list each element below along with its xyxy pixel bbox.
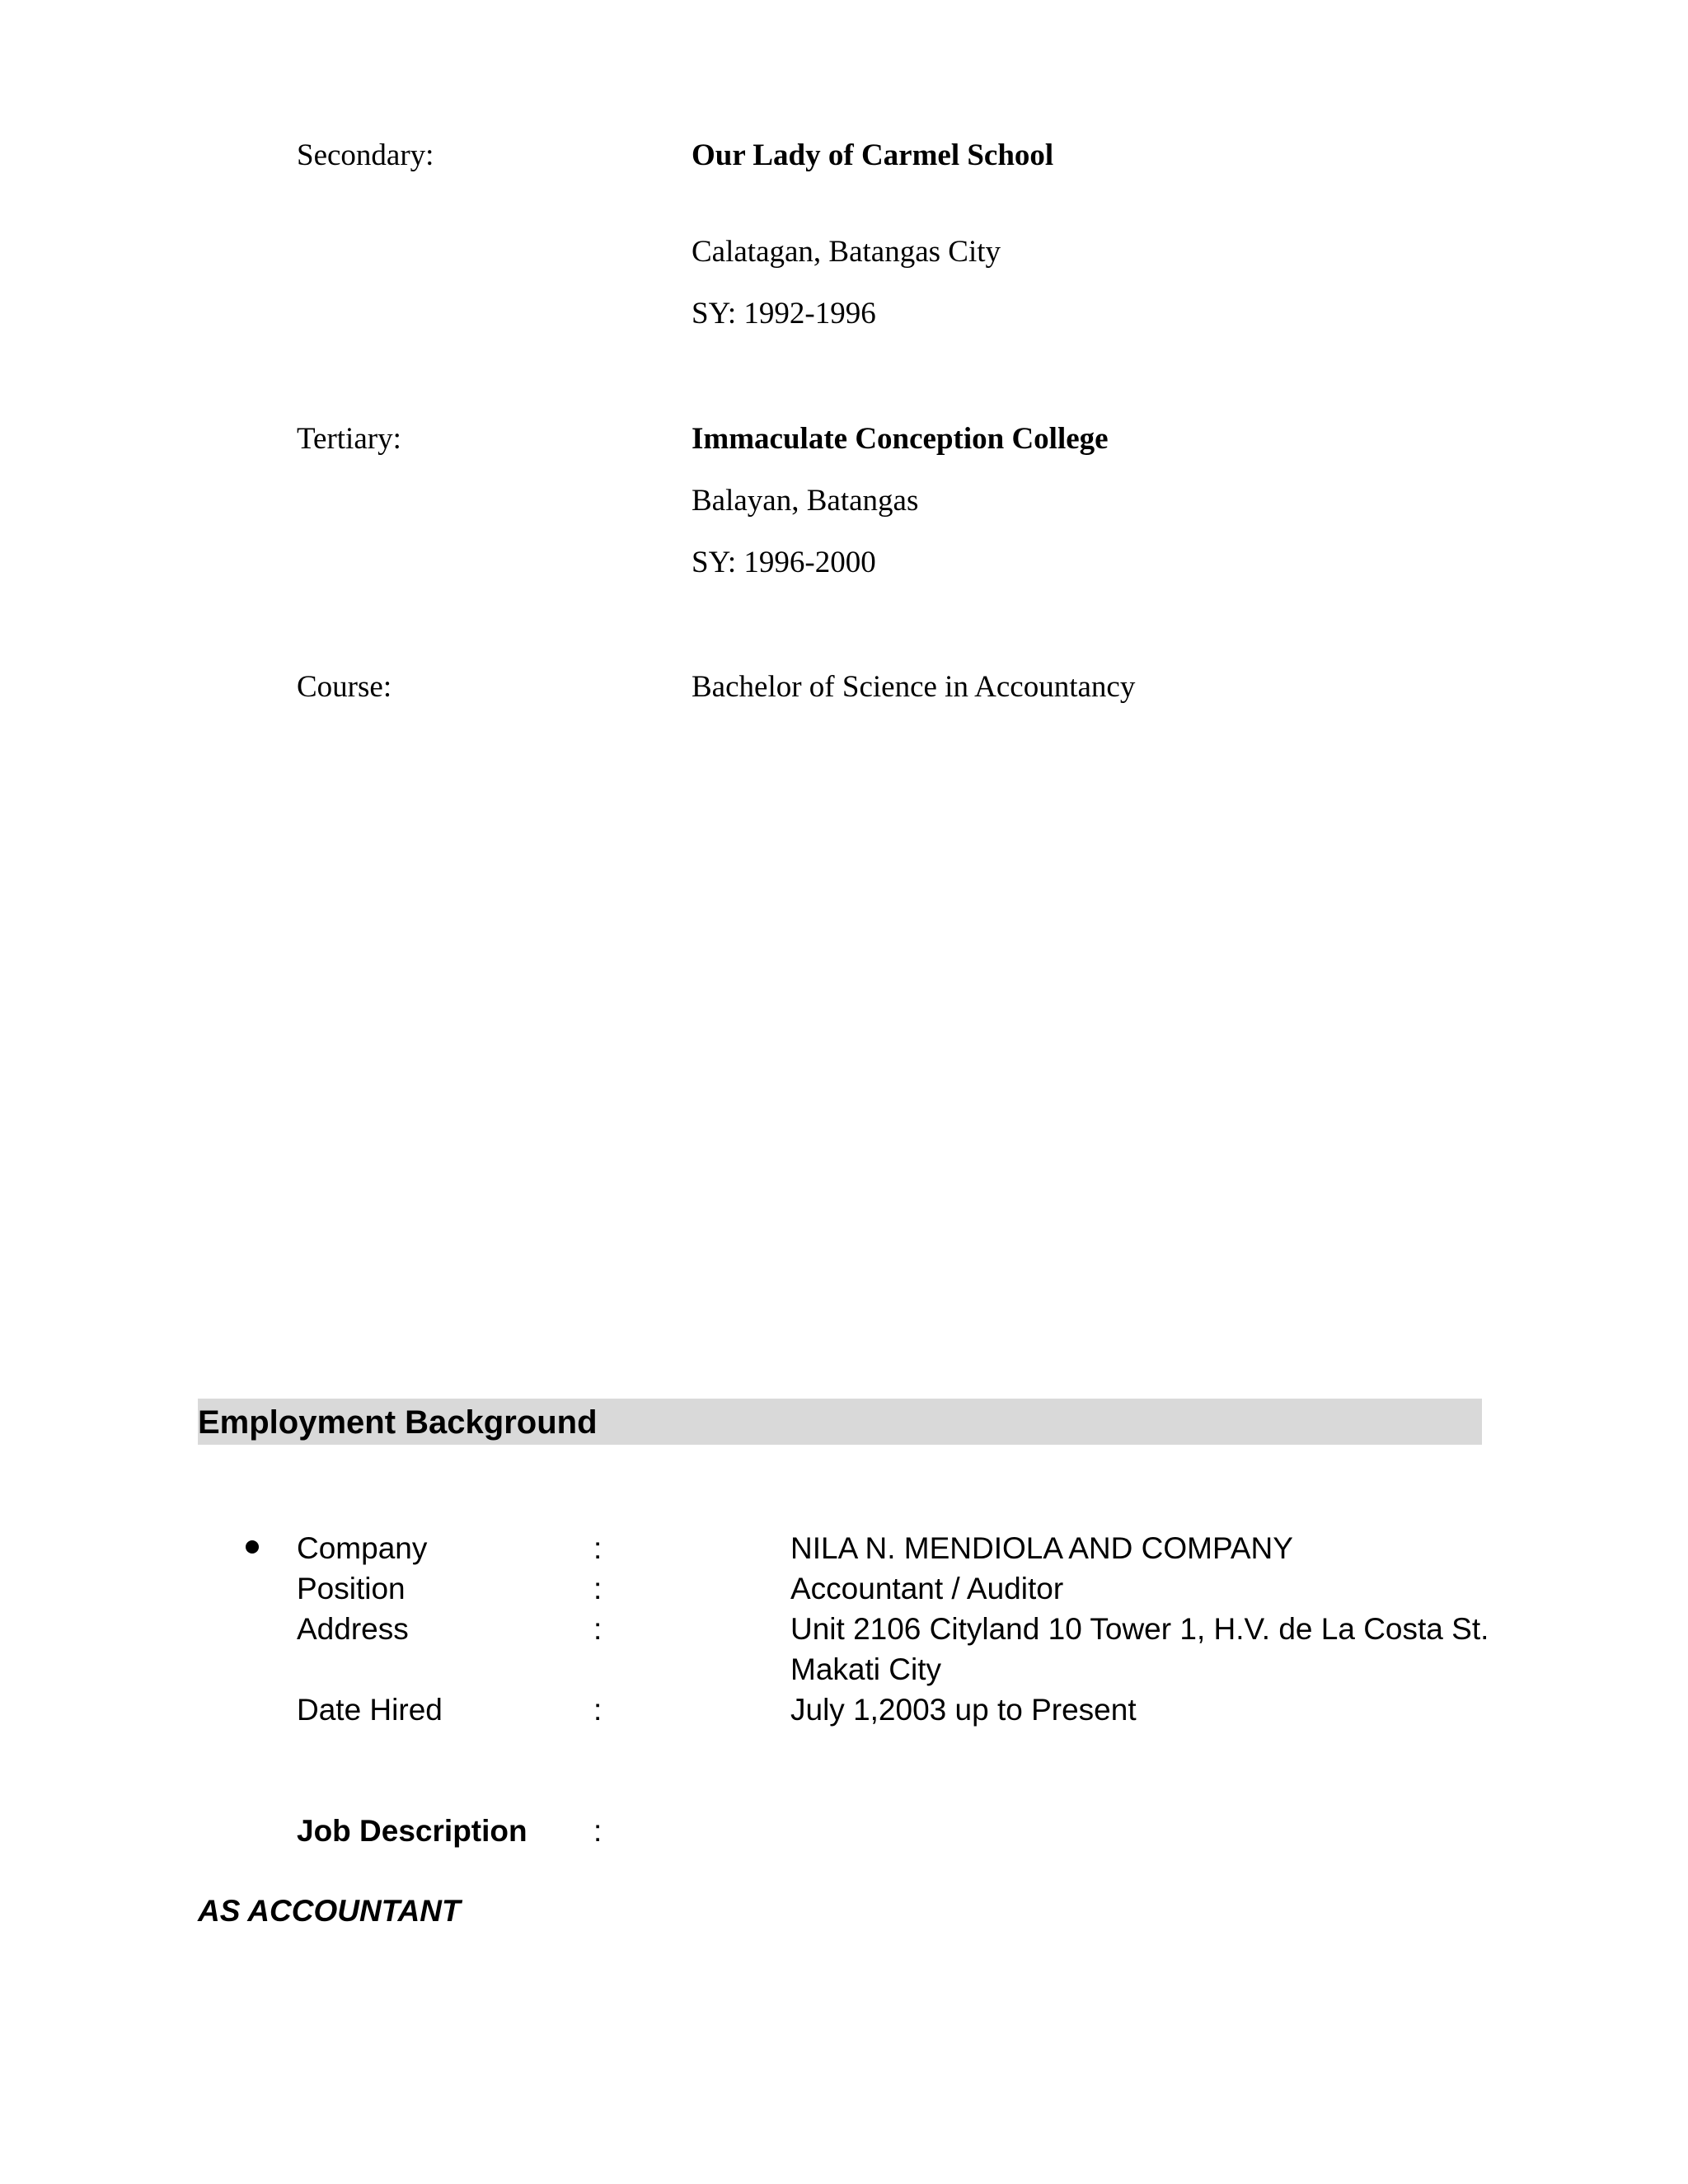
date-hired-separator: :: [593, 1693, 603, 1727]
address-label: Address: [297, 1612, 409, 1646]
course-value: Bachelor of Science in Accountancy: [692, 670, 1136, 704]
company-label: Company: [297, 1531, 428, 1565]
address-line-2: Makati City: [790, 1652, 941, 1686]
address-separator: :: [593, 1612, 603, 1646]
date-hired-label: Date Hired: [297, 1693, 443, 1727]
role-heading: AS ACCOUNTANT: [198, 1894, 461, 1928]
date-hired-value: July 1,2003 up to Present: [790, 1693, 1137, 1727]
address-line-1: Unit 2106 Cityland 10 Tower 1, H.V. de La Costa St.: [790, 1612, 1489, 1646]
company-value: NILA N. MENDIOLA AND COMPANY: [790, 1531, 1293, 1565]
company-separator: :: [593, 1531, 603, 1565]
secondary-location: Calatagan, Batangas City: [692, 235, 1001, 269]
tertiary-school-year: SY: 1996-2000: [692, 546, 876, 579]
tertiary-label: Tertiary:: [297, 422, 401, 456]
position-separator: :: [593, 1572, 603, 1605]
tertiary-location: Balayan, Batangas: [692, 484, 919, 518]
course-label: Course:: [297, 670, 392, 704]
position-label: Position: [297, 1572, 406, 1605]
employment-heading: Employment Background: [198, 1404, 598, 1441]
secondary-school-year: SY: 1992-1996: [692, 297, 876, 330]
tertiary-school: Immaculate Conception College: [692, 422, 1109, 456]
secondary-label: Secondary:: [297, 138, 434, 172]
position-value: Accountant / Auditor: [790, 1572, 1064, 1605]
job-description-label: Job Description: [297, 1814, 528, 1848]
secondary-school: Our Lady of Carmel School: [692, 138, 1054, 172]
job-description-separator: :: [593, 1814, 603, 1848]
bullet-icon: [246, 1540, 259, 1554]
